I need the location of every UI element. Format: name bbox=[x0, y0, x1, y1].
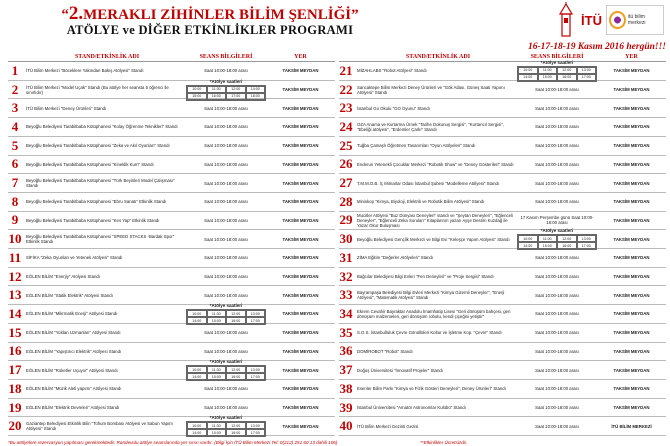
row-time: Saat 10:00-18:00 arası bbox=[204, 348, 248, 354]
row-name: EĞLEN BİLİM "Statik Elektrik" Atölyesi Standı bbox=[26, 292, 113, 298]
row-time: Saat 10:00-18:00 arası bbox=[535, 348, 579, 354]
row-time: Saat 10:00-18:00 arası bbox=[204, 255, 248, 261]
row-number: 4 bbox=[11, 118, 19, 134]
row-number: 1 bbox=[11, 62, 19, 78]
row-place: TAKSİM MEYDAN bbox=[282, 180, 319, 186]
row-number: 23 bbox=[339, 100, 353, 116]
table-row bbox=[8, 249, 335, 268]
row-time bbox=[517, 60, 597, 82]
slot-grid bbox=[517, 234, 597, 250]
slot-time: 13:00 bbox=[246, 422, 266, 429]
row-place: TAKSİM MEYDAN bbox=[282, 143, 319, 149]
row-place: TAKSİM MEYDAN bbox=[282, 236, 319, 242]
slots-title: *Atölye saatleri bbox=[540, 228, 574, 234]
slot-time: 15:00 bbox=[538, 74, 558, 81]
row-number: 33 bbox=[339, 287, 353, 303]
table-row bbox=[339, 81, 666, 100]
table-row bbox=[339, 118, 666, 137]
page-subtitle: ATÖLYE ve DİĞER ETKİNLİKLER PROGRAMI bbox=[66, 23, 354, 37]
header-time: SEANS BİLGİLERİ bbox=[530, 54, 584, 60]
slot-time: 16:00 bbox=[226, 429, 246, 436]
header-time: SEANS BİLGİLERİ bbox=[199, 54, 253, 60]
row-place: TAKSİM MEYDAN bbox=[613, 199, 650, 205]
row-name: Enderun Yetenekli Çocuklar Merkezi "Robotik Show" ve "Deney Gösterileri" Standı bbox=[357, 161, 514, 167]
row-name: ZİMA Eğitim "Değerler Atölyeleri" Standı bbox=[357, 255, 434, 261]
row-number: 36 bbox=[339, 343, 353, 359]
row-number: 32 bbox=[339, 268, 353, 284]
slots-title: *Atölye saatleri bbox=[209, 359, 243, 365]
table-row bbox=[8, 380, 335, 399]
slot-time: 16:00 bbox=[226, 317, 246, 324]
table-row bbox=[8, 62, 335, 81]
row-time: Saat 10:00-18:00 arası bbox=[535, 423, 579, 429]
row-name: EĞLEN BİLİM "Roketler Uçuyor" Atölyesi Standı bbox=[26, 367, 118, 373]
row-time: Saat 10:00-18:00 arası bbox=[535, 292, 579, 298]
row-name: Beyoğlu Belediyesi Tarabitbaba Kütüphanesi "Ebru Sanatı" Etkinlik Standı bbox=[26, 199, 167, 205]
slot-time: 10:00 bbox=[187, 366, 207, 373]
slot-time: 11:30 bbox=[207, 422, 227, 429]
row-number: 10 bbox=[8, 231, 22, 247]
footer-note-free: **Etkinlikler Ücretsizdir. bbox=[420, 440, 468, 445]
row-place: TAKSİM MEYDAN bbox=[613, 255, 650, 261]
table-row bbox=[339, 399, 666, 418]
header-name: STAND/ETKİNLİK ADI bbox=[405, 54, 471, 60]
row-time bbox=[186, 359, 266, 381]
table-row bbox=[339, 417, 666, 436]
row-place: TAKSİM MEYDAN bbox=[613, 124, 650, 130]
slots-title: *Atölye saatleri bbox=[209, 415, 243, 421]
table-row bbox=[8, 118, 335, 137]
row-time: Saat 10:00-18:00 arası bbox=[204, 292, 248, 298]
slots-title: *Atölye saatleri bbox=[209, 78, 243, 84]
slot-time: 16:00 bbox=[557, 74, 577, 81]
row-number: 19 bbox=[8, 399, 22, 415]
row-number: 14 bbox=[8, 305, 22, 321]
row-place: TAKSİM MEYDAN bbox=[282, 348, 319, 354]
row-name: Miniskop "Kimya, Biyoloji, Elektrik ve Robotik Bilim Atölyesi" Standı bbox=[357, 199, 485, 205]
slot-time: 11:30 bbox=[207, 366, 227, 373]
header-place: YER bbox=[294, 54, 307, 60]
table-row bbox=[339, 324, 666, 343]
row-place: TAKSİM MEYDAN bbox=[282, 274, 319, 280]
row-name: EĞLEN BİLİM "Mikrmatik Enerji" Atölyesi Standı bbox=[26, 311, 118, 317]
table-row bbox=[8, 78, 335, 100]
row-place: TAKSİM MEYDAN bbox=[613, 68, 650, 74]
row-name: Mucitler Atölyesi "Buz Dünyası Deneyleri" standı ve "Şeytan Deneyleri", "Eğlenceli Deneyler", "Eğlenceli Zeka Soruları" Kitaplarının yazarı Ayşe Destim Kuzdağ ile Yazar Okur Buluşması bbox=[357, 212, 513, 228]
right-column bbox=[339, 52, 666, 436]
row-place: TAKSİM MEYDAN bbox=[282, 68, 319, 74]
table-row bbox=[339, 249, 666, 268]
table-row bbox=[8, 343, 335, 365]
row-time: Saat 10:00-18:00 arası bbox=[204, 105, 248, 111]
row-name: MİZAHLABS "Robot Atölyesi" Standı bbox=[357, 68, 427, 74]
bilim-merkezi-icon bbox=[609, 11, 626, 29]
itu-logo: İTÜ bbox=[581, 12, 602, 28]
row-time: Saat 10:00-18:00 arası bbox=[535, 386, 579, 392]
slot-time: 14:00 bbox=[187, 373, 207, 380]
row-place: TAKSİM MEYDAN bbox=[282, 367, 319, 373]
slot-grid bbox=[186, 365, 266, 381]
row-number: 38 bbox=[339, 380, 353, 396]
slot-grid bbox=[517, 66, 597, 82]
bilim-merkezi-logo: itü bilim merkezi bbox=[606, 5, 664, 35]
row-place: TAKSİM MEYDAN bbox=[613, 105, 650, 111]
table-row bbox=[339, 137, 666, 156]
row-number: 20 bbox=[8, 418, 22, 434]
footer-note: *Bu atölyelere rezervasyon yapılması gerekmektedir. Randevulu atölye seanslarında yer sınırı vardır. (Bilgi İçin İTÜ Bilim Merkezi Tel: 0(212) 251 60 13 dahili 106) bbox=[8, 440, 338, 445]
row-time: Saat 10:00-18:00 arası bbox=[204, 386, 248, 392]
slot-time: 12:00 bbox=[226, 366, 246, 373]
table-row bbox=[339, 193, 666, 212]
slot-time: 14:00 bbox=[187, 317, 207, 324]
row-name: Doğuş Üniversitesi "İnnovatif Projeler" Standı bbox=[357, 367, 443, 373]
table-row bbox=[8, 324, 335, 343]
slot-time: 11:00 bbox=[538, 235, 558, 242]
row-time: Saat 10:00-18:00 arası bbox=[535, 161, 579, 167]
slot-time: 14:00 bbox=[187, 429, 207, 436]
row-number: 28 bbox=[339, 193, 353, 209]
table-row bbox=[8, 399, 335, 421]
row-place: TAKSİM MEYDAN bbox=[282, 255, 319, 261]
row-place: TAKSİM MEYDAN bbox=[613, 143, 650, 149]
row-time: Saat 10:00-18:00 arası bbox=[204, 330, 248, 336]
row-place: TAKSİM MEYDAN bbox=[282, 330, 319, 336]
slot-time: 13:00 bbox=[577, 235, 597, 242]
left-column bbox=[8, 52, 335, 436]
slots-title: *Atölye saatleri bbox=[209, 303, 243, 308]
table-row bbox=[8, 99, 335, 118]
table-row bbox=[339, 212, 666, 234]
slot-time: 14:00 bbox=[518, 74, 538, 81]
table-row bbox=[339, 230, 666, 249]
table-row bbox=[8, 361, 335, 380]
row-place: TAKSİM MEYDAN bbox=[613, 161, 650, 167]
table-row bbox=[339, 343, 666, 362]
slot-time: 14:00 bbox=[246, 86, 266, 93]
row-place: İTÜ BİLİM MERKEZİ bbox=[611, 423, 652, 429]
slot-time: 15:00 bbox=[207, 373, 227, 380]
event-dates: 16-17-18-19 Kasım 2016 hergün!!! bbox=[527, 42, 666, 52]
slot-time: 15:00 bbox=[538, 242, 558, 249]
row-number: 40 bbox=[339, 418, 353, 434]
row-place: TAKSİM MEYDAN bbox=[613, 87, 650, 93]
row-name: İstanbul Üniversitesi "Amatör Astronomlar Kulübü" Standı bbox=[357, 405, 466, 410]
row-name: DOMİROBOT "Robot" Standı bbox=[357, 348, 413, 354]
row-number: 21 bbox=[339, 62, 353, 78]
table-row bbox=[8, 286, 335, 305]
row-place: TAKSİM MEYDAN bbox=[613, 217, 650, 223]
table-row bbox=[339, 156, 666, 175]
row-name: Beyoğlu Belediyesi Tarabitbaba Kütüphanesi "Kineklik Kum" Standı bbox=[26, 161, 154, 167]
row-number: 7 bbox=[11, 175, 19, 191]
row-place: TAKSİM MEYDAN bbox=[282, 423, 319, 429]
slot-time: 14:00 bbox=[518, 242, 538, 249]
row-name: İTÜ Bilim Merkezi Gezinti Gezisi bbox=[357, 423, 419, 429]
row-place: TAKSİM MEYDAN bbox=[613, 180, 650, 186]
slot-time: 12:00 bbox=[557, 67, 577, 74]
row-time: Saat 10:00-18:00 arası bbox=[204, 161, 248, 167]
row-number: 6 bbox=[11, 156, 19, 172]
row-name: Beyoğlu Belediyesi Gençlik Merkezi ve Bilgi Evi "Keleşçe Yapım Atölyesi" Standı bbox=[357, 236, 510, 242]
slot-time: 11:30 bbox=[207, 310, 227, 317]
row-name: SİFİKA "Zeka Oyunları ve Yetenek Atölyesi" Standı bbox=[26, 255, 123, 261]
slot-time: 15:00 bbox=[207, 317, 227, 324]
slot-time: 10:00 bbox=[187, 310, 207, 317]
slot-time: 17:00 bbox=[246, 373, 266, 380]
row-number: 11 bbox=[8, 249, 22, 265]
row-place: TAKSİM MEYDAN bbox=[613, 236, 650, 242]
row-time: Saat 10:00-18:00 arası bbox=[204, 180, 248, 186]
row-place: TAKSİM MEYDAN bbox=[613, 292, 650, 298]
row-name: Beyoğlu Belediyesi Tarabitbaba Kütüphanesi "Kes Yap" Etkinlik Standı bbox=[26, 217, 160, 223]
row-place: TAKSİM MEYDAN bbox=[282, 87, 319, 93]
header-place: YER bbox=[625, 54, 638, 60]
row-number: 37 bbox=[339, 362, 353, 378]
row-time: Saat 10:00-18:00 arası bbox=[535, 87, 579, 93]
row-name: İstanbul Go Okulu "GO Oyunu" Standı bbox=[357, 105, 430, 111]
row-place: TAKSİM MEYDAN bbox=[282, 292, 319, 298]
row-place: TAKSİM MEYDAN bbox=[282, 161, 319, 167]
row-number: 8 bbox=[11, 193, 19, 209]
table-row bbox=[8, 417, 335, 436]
row-name: EĞLEN BİLİM "Enerjiy" Atölyesi Standı bbox=[26, 274, 100, 280]
table-row bbox=[339, 174, 666, 193]
row-time: Saat 10:00-18:00 arası bbox=[204, 217, 248, 223]
slot-time: 17:00 bbox=[246, 429, 266, 436]
row-time: Saat 10:00-18:00 arası bbox=[204, 68, 248, 74]
table-row bbox=[339, 286, 666, 305]
row-time: Saat 10:00-18:00 arası bbox=[204, 199, 248, 205]
row-number: 26 bbox=[339, 156, 353, 172]
row-time: Saat 10:00-18:00 arası bbox=[204, 124, 248, 130]
row-number: 16 bbox=[8, 343, 22, 359]
row-number: 35 bbox=[339, 324, 353, 340]
table-row bbox=[8, 268, 335, 287]
slots-title: *Atölye saatleri bbox=[540, 59, 574, 65]
row-time: Saat 10:00-18:00 arası bbox=[535, 255, 579, 261]
row-place: TAKSİM MEYDAN bbox=[613, 348, 650, 354]
slot-time: 17:00 bbox=[226, 93, 246, 100]
row-name: S.O.S. İstanbulluluk Çevre Gönüllüleri Koltur ve İşletme Kop. "Çevre" Standı bbox=[357, 330, 502, 336]
slot-time: 11:30 bbox=[207, 86, 227, 93]
row-name: EĞLEN BİLİM "Yoldan Uzmanları" Atölyesi Standı bbox=[26, 330, 121, 336]
table-row bbox=[339, 361, 666, 380]
galata-tower-icon bbox=[555, 2, 577, 38]
row-place: TAKSİM MEYDAN bbox=[282, 386, 319, 392]
row-place: TAKSİM MEYDAN bbox=[282, 217, 319, 223]
row-name: Sancaktepe Bilim Merkezi Deney Ürünleri ve "Gök Atlası, Güneş Saati Yapımı Atölyesi" Standı bbox=[357, 84, 505, 95]
row-number: 5 bbox=[11, 137, 19, 153]
row-place: TAKSİM MEYDAN bbox=[282, 105, 319, 111]
row-name: Beyoğlu Belediyesi Tarabitbaba Kütüphanesi "SPEED STACKS -Bardak Spor" Etkinlik Standı bbox=[26, 234, 175, 245]
row-time: Saat 10:00-18:00 arası bbox=[535, 311, 579, 317]
row-time bbox=[186, 415, 266, 437]
slot-time: 11:00 bbox=[538, 67, 558, 74]
table-row bbox=[8, 305, 335, 324]
row-number: 39 bbox=[339, 399, 353, 415]
row-name: Esenler Bilim Parkı "Kimya ve Fizik Gösteri Deneyleri", Deney Ürünleri" Standı bbox=[357, 386, 506, 392]
slot-grid bbox=[186, 421, 266, 437]
row-time: Saat 10:00-18:00 arası bbox=[535, 274, 579, 280]
row-name: Beyoğlu Belediyesi Tarabitbaba Kütüphanesi "Zeka ve Akıl Oyunları" Standı bbox=[26, 143, 170, 149]
row-place: TAKSİM MEYDAN bbox=[613, 405, 650, 410]
row-number: 18 bbox=[8, 380, 22, 396]
row-time: Saat 10:00-18:00 arası bbox=[535, 105, 579, 111]
row-place: TAKSİM MEYDAN bbox=[613, 330, 650, 336]
row-place: TAKSİM MEYDAN bbox=[282, 199, 319, 205]
row-number: 25 bbox=[339, 137, 353, 153]
table-row bbox=[8, 156, 335, 175]
row-name: Bağcılar Belediyesi Bilgi Evleri "Fen Deneyleri" ve "Proje Sergisi" Standı bbox=[357, 274, 494, 280]
row-place: TAKSİM MEYDAN bbox=[613, 274, 650, 280]
slot-time: 13:00 bbox=[246, 366, 266, 373]
row-number: 17 bbox=[8, 362, 22, 378]
table-row bbox=[8, 174, 335, 193]
row-number: 3 bbox=[11, 100, 19, 116]
row-name: Beyoğlu Belediyesi Tarabitbaba Kütüphanesi "Türk Beyinleri Model Çalışması" Standı bbox=[26, 178, 175, 189]
slot-time: 13:00 bbox=[577, 67, 597, 74]
slot-time: 10:00 bbox=[518, 67, 538, 74]
row-name: Tuğba Çamaşlı Öğretmen Tasarımları "Oyun Atölyeleri" Standı bbox=[357, 143, 476, 149]
row-name: EĞLEN BİLİM "Müzik Aleti yapımı" Atölyesi Standı bbox=[26, 386, 122, 392]
table-row bbox=[339, 305, 666, 324]
row-time: Saat 10:00-18:00 arası bbox=[535, 330, 579, 336]
row-time: Saat 10:00-18:00 arası bbox=[204, 236, 248, 242]
row-name: İTÜ Bilim Merkezi "Deney Ürünleri" Standı bbox=[26, 105, 107, 111]
row-number: 9 bbox=[11, 212, 19, 228]
slot-time: 17:00 bbox=[577, 74, 597, 81]
row-number: 12 bbox=[8, 268, 22, 284]
row-number: 27 bbox=[339, 175, 353, 191]
slot-time: 12:00 bbox=[226, 422, 246, 429]
row-time: Saat 10:00-18:00 arası bbox=[535, 367, 579, 373]
row-place: TAKSİM MEYDAN bbox=[282, 405, 319, 410]
row-name: EĞLEN BİLİM "Elektrik Devreleri" Atölyesi Standı bbox=[26, 405, 120, 410]
row-time: Saat 10:00-18:00 arası bbox=[535, 143, 579, 149]
row-time: Saat 10:00-18:00 arası bbox=[535, 180, 579, 186]
row-name: Gaziantep Belediyesi Etkinlik Bilin "Tohum Bombası Atölyesi ve Sabun Yapım Atölyesi" Standı bbox=[26, 421, 173, 432]
slot-grid bbox=[186, 85, 266, 101]
header-name: STAND/ETKİNLİK ADI bbox=[74, 54, 140, 60]
slot-time: 10:00 bbox=[187, 86, 207, 93]
row-number: 2 bbox=[11, 81, 19, 97]
slot-time: 12:00 bbox=[226, 86, 246, 93]
table-row bbox=[8, 230, 335, 249]
row-time: 17 Kasım Perşembe günü Saat 10:00-18:00 arası bbox=[520, 215, 594, 226]
slot-time: 15:00 bbox=[187, 93, 207, 100]
row-name: EĞLEN BİLİM "Yapıştırıcı Elektrik" Atölyesi Standı bbox=[26, 348, 122, 354]
slot-time: 16:00 bbox=[557, 242, 577, 249]
row-time: Saat 10:00-18:00 arası bbox=[204, 274, 248, 280]
table-row bbox=[339, 99, 666, 118]
row-place: TAKSİM MEYDAN bbox=[613, 386, 650, 392]
row-time bbox=[186, 303, 266, 325]
row-name: İTÜ Bilim Merkezi "Böceklere Yakından Bakış Atölyesi" Standı bbox=[26, 68, 144, 74]
column-headers bbox=[339, 52, 666, 62]
slot-time: 16:00 bbox=[226, 373, 246, 380]
slot-time: 10:00 bbox=[518, 235, 538, 242]
row-number: 24 bbox=[339, 118, 353, 134]
row-name: OZA Anama ve Kurtarma Ürnek "Tarihe Dokunuş Sergisi", "Kurtarıcıl Sergisi", "Ebeliği atölyesi", "Erdemler Çarkı" Standı bbox=[357, 121, 504, 132]
page-title: “2.MERAKLI ZİHİNLER BİLİM ŞENLİĞİ” bbox=[61, 3, 359, 24]
row-place: TAKSİM MEYDAN bbox=[613, 311, 650, 317]
table-row bbox=[8, 137, 335, 156]
slot-time: 12:00 bbox=[557, 235, 577, 242]
row-number: 22 bbox=[339, 81, 353, 97]
row-time: Saat 10:00-18:00 arası bbox=[535, 124, 579, 130]
row-number: 29 bbox=[339, 212, 353, 228]
row-name: T.M.M.O.B. İç Mimarlar Odası İstanbul Şubesi "Modelleme Atölyesi" Standı bbox=[357, 180, 500, 186]
row-place: TAKSİM MEYDAN bbox=[282, 311, 319, 317]
table-row bbox=[8, 193, 335, 212]
row-number: 15 bbox=[8, 324, 22, 340]
row-name: Bayrampaşa Belediyesi Bilgi Evleri Merkezi "Kimya Gizemli Deneyler", "Enerji Atölyesi", "Matematik Atölyesi" Standı bbox=[357, 290, 505, 301]
row-name: İTÜ Bilim Merkezi "Model Uçak" Standı (Bu atölye her seansta 5 öğrenci ile sınırlıdır) bbox=[26, 84, 169, 95]
slot-time: 10:00 bbox=[187, 422, 207, 429]
slot-time: 13:00 bbox=[246, 310, 266, 317]
row-number: 34 bbox=[339, 305, 353, 321]
table-row bbox=[339, 59, 666, 81]
row-place: TAKSİM MEYDAN bbox=[282, 124, 319, 130]
slot-time: 16:00 bbox=[207, 93, 227, 100]
row-number: 13 bbox=[8, 287, 22, 303]
slot-time: 15:00 bbox=[207, 429, 227, 436]
row-time bbox=[186, 79, 266, 101]
row-time: Saat 10:00-18:00 arası bbox=[535, 405, 579, 410]
table-row bbox=[339, 380, 666, 399]
row-place: TAKSİM MEYDAN bbox=[613, 367, 650, 373]
column-headers bbox=[8, 52, 335, 62]
row-number: 30 bbox=[339, 231, 353, 247]
row-time: Saat 10:00-18:00 arası bbox=[204, 405, 248, 410]
slot-grid bbox=[186, 309, 266, 325]
table-row bbox=[8, 212, 335, 231]
row-time: Saat 10:00-18:00 arası bbox=[204, 143, 248, 149]
row-number: 31 bbox=[339, 249, 353, 265]
slot-time: 17:00 bbox=[246, 317, 266, 324]
logos bbox=[555, 2, 664, 38]
slot-time: 18:00 bbox=[246, 93, 266, 100]
program-table bbox=[8, 52, 666, 436]
row-name: Beyoğlu Belediyesi Tarabitbaba Kütüphanesi "Kolay Öğrenme Teknikleri" Standı bbox=[26, 124, 178, 130]
slot-time: 17:00 bbox=[577, 242, 597, 249]
row-time: Saat 10:00-18:00 arası bbox=[535, 199, 579, 205]
row-time bbox=[517, 228, 597, 250]
row-name: Ekrem Cevahir Bayraktar Anadolu İmamhatip Lisesi "Geri dönüşüm bahçesi, geri dönüşüm malzemeleri, geri dönüşüm robotu, kendi çiçeğini yetiştir" bbox=[357, 308, 511, 319]
table-row bbox=[339, 268, 666, 287]
slot-time: 12:00 bbox=[226, 310, 246, 317]
